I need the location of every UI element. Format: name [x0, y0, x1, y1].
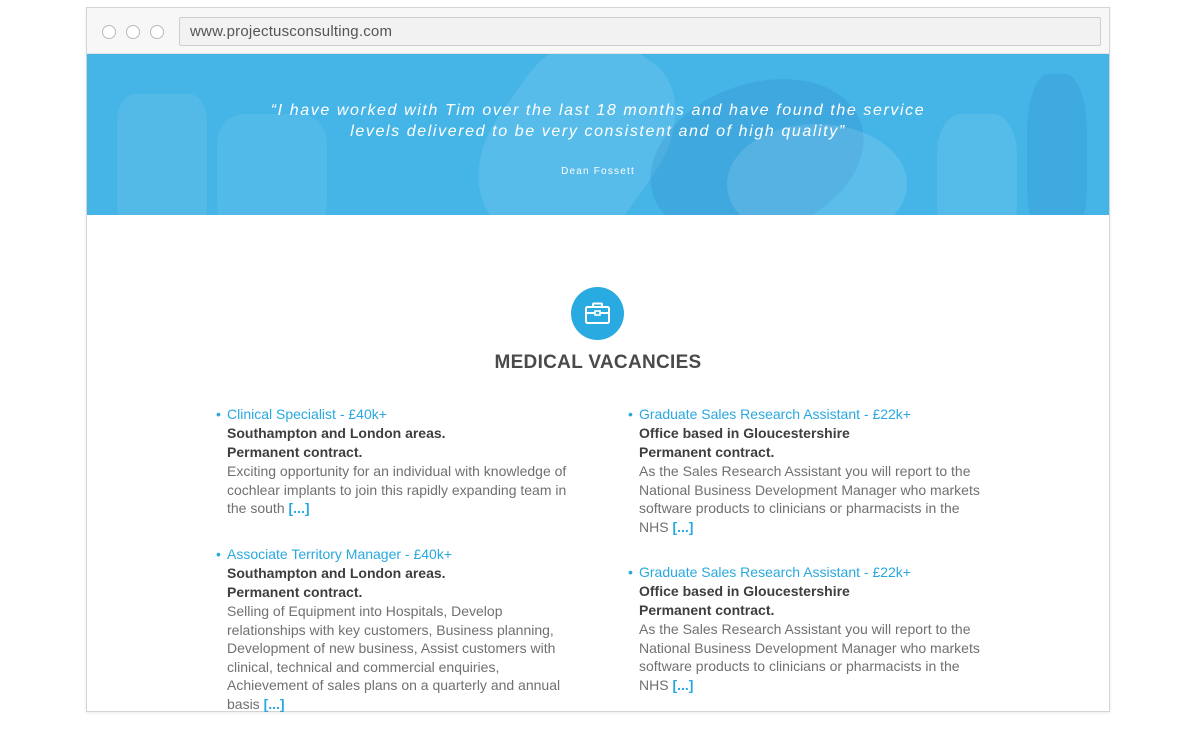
close-window-icon[interactable] [102, 25, 116, 39]
testimonial-author: Dean Fossett [561, 166, 635, 177]
vacancy-description: As the Sales Research Assistant you will report to the National Business Development Manager who markets software products to clinicians or pharmacists in the NHS [...] [639, 621, 980, 693]
vacancy-title[interactable]: • Graduate Sales Research Assistant - £22k+ [628, 564, 911, 580]
vacancy-contract: Permanent contract. [227, 584, 363, 600]
vacancy-location: Office based in Gloucestershire [639, 583, 850, 599]
vacancy-item [628, 563, 984, 694]
bullet: • [216, 546, 221, 562]
vacancy-contract: Permanent contract. [639, 602, 775, 618]
vacancy-location: Southampton and London areas. [227, 565, 446, 581]
vacancy-contract: Permanent contract. [227, 444, 363, 460]
browser-window [86, 7, 1110, 712]
vacancy-description: Selling of Equipment into Hospitals, Develop relationships with key customers, Business planning, Development of new business, Assist customers with clinical, technical and commercial enquiries, Achievement of sales plans on a quarterly and annual basis [...] [227, 603, 561, 712]
vacancy-title[interactable]: • Graduate Sales Research Assistant - £22k+ [628, 406, 911, 422]
vacancy-title[interactable]: • Clinical Specialist - £40k+ [216, 406, 387, 422]
bullet: • [628, 564, 633, 580]
section-title: MEDICAL VACANCIES [494, 352, 702, 373]
read-more-link[interactable]: [...] [672, 518, 694, 535]
vacancy-description: As the Sales Research Assistant you will report to the National Business Development Manager who markets software products to clinicians or pharmacists in the NHS [...] [639, 463, 980, 535]
maximize-window-icon[interactable] [150, 25, 164, 39]
testimonial-banner [87, 54, 1109, 215]
quote-line: “I have worked with Tim over the last 18 months and have found the service [270, 102, 926, 119]
vacancy-location: Southampton and London areas. [227, 425, 446, 441]
vacancy-item [216, 545, 572, 713]
vacancy-contract: Permanent contract. [639, 444, 775, 460]
quote-line: levels delivered to be very consistent and of high quality” [350, 123, 846, 140]
vacancy-location: Office based in Gloucestershire [639, 425, 850, 441]
vacancy-item [216, 405, 587, 518]
read-more-link[interactable]: [...] [288, 500, 310, 516]
vacancy-item [628, 405, 984, 536]
read-more-link[interactable]: [...] [263, 695, 285, 712]
briefcase-icon [571, 287, 624, 340]
browser-chrome [87, 8, 1109, 54]
banner-background-shape [1027, 74, 1087, 215]
read-more-link[interactable]: [...] [672, 676, 694, 693]
vacancy-title[interactable]: • Associate Territory Manager - £40k+ [216, 546, 453, 562]
address-bar[interactable]: www.projectusconsulting.com [179, 17, 1101, 46]
bullet: • [628, 406, 633, 422]
vacancy-description: Exciting opportunity for an individual with knowledge of cochlear implants to join this rapidly expanding team in the south [...] [227, 463, 567, 516]
testimonial-quote [87, 100, 1109, 142]
minimize-window-icon[interactable] [126, 25, 140, 39]
bullet: • [216, 406, 221, 422]
